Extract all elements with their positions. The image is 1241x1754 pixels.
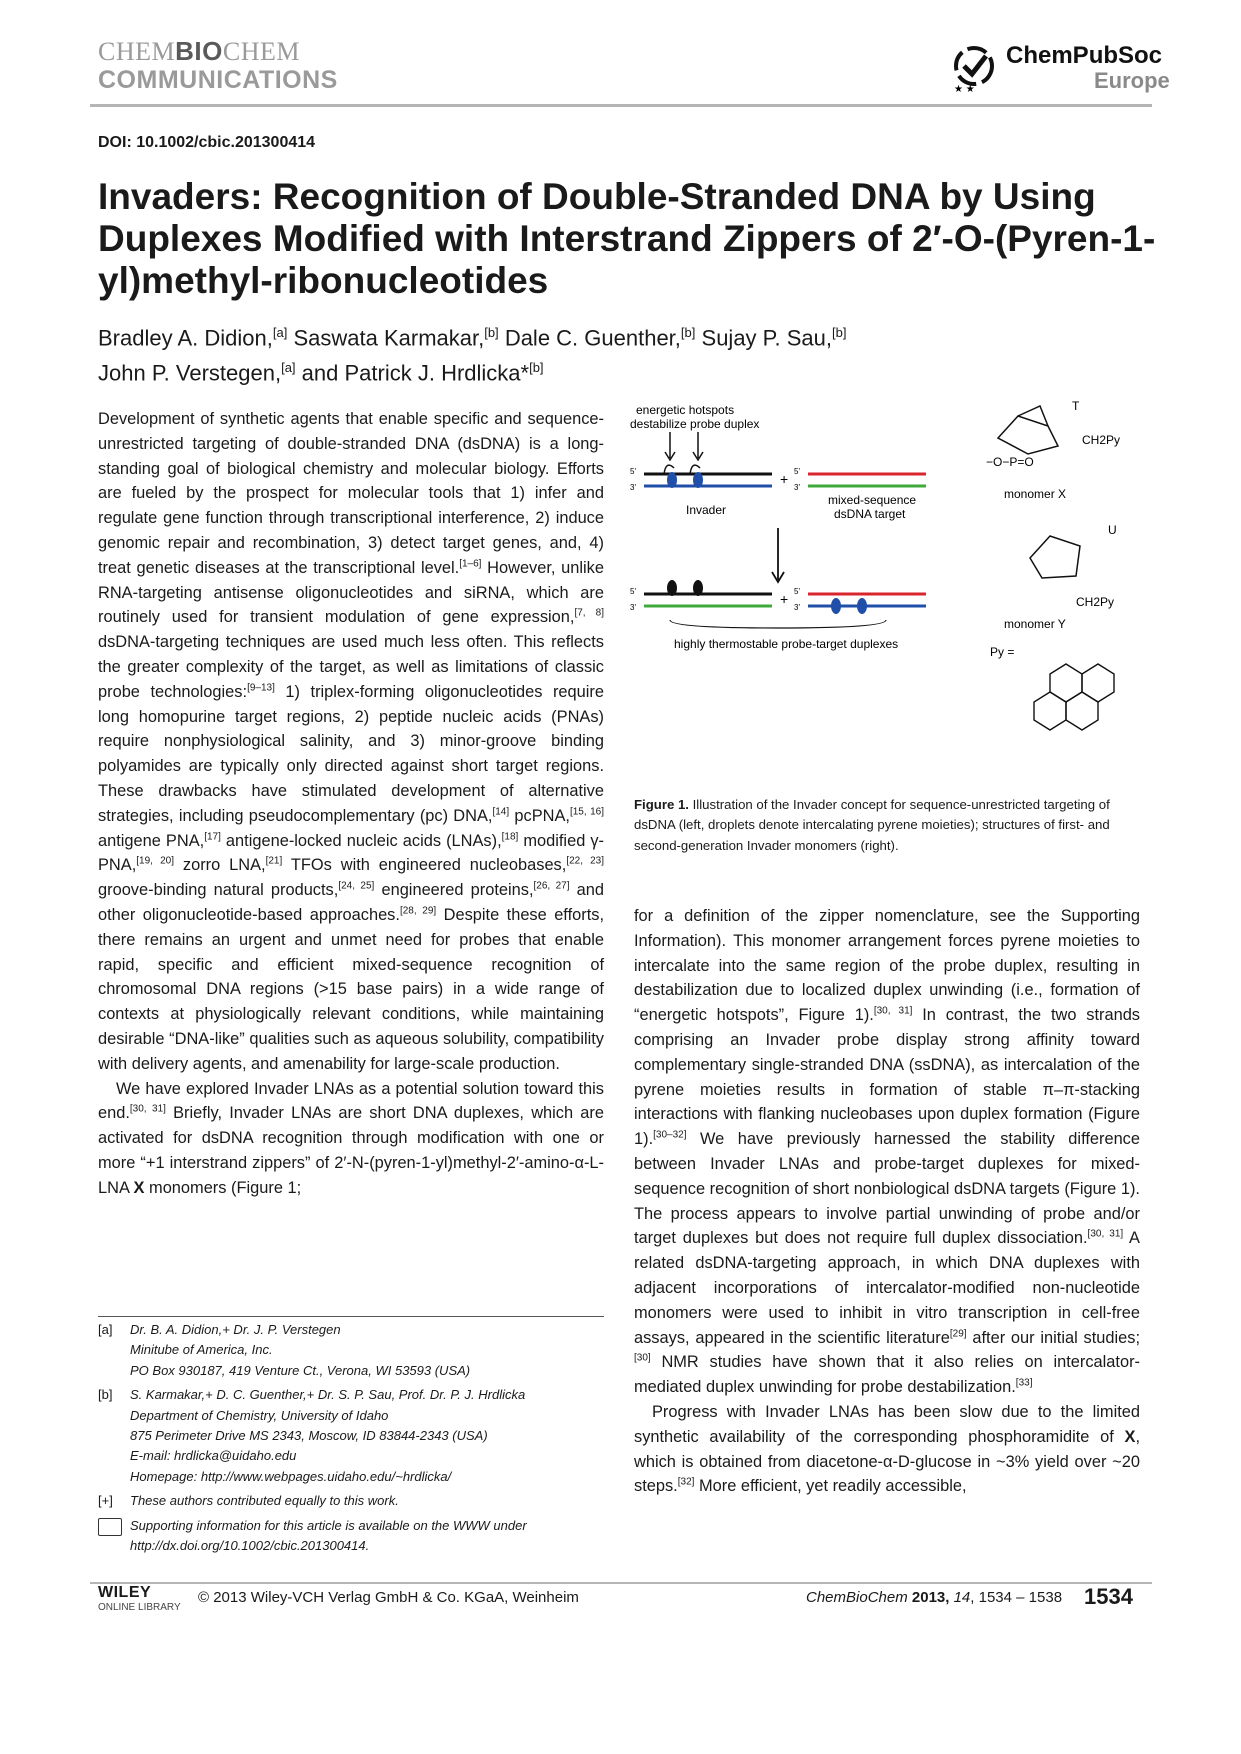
citation-ref[interactable]: [1–6] bbox=[459, 558, 482, 570]
footnote-rule bbox=[98, 1316, 604, 1317]
svg-text:monomer X: monomer X bbox=[1004, 487, 1067, 501]
article-title: Invaders: Recognition of Double-Stranded DNA by Using Duplexes Modified with Interstrand Zippers of 2′-O-(Pyren-1-yl)methyl-ribonucleotides bbox=[98, 176, 1156, 301]
svg-text:monomer Y: monomer Y bbox=[1004, 617, 1066, 631]
publisher-name: ChemPubSoc bbox=[1006, 42, 1163, 69]
svg-text:5': 5' bbox=[630, 587, 636, 596]
author: Saswata Karmakar, bbox=[293, 325, 485, 351]
svg-text:★ ★: ★ ★ bbox=[954, 84, 975, 95]
svg-text:+: + bbox=[780, 591, 789, 607]
svg-text:Invader: Invader bbox=[686, 503, 727, 517]
supporting-info-note: Supporting information for this article is available on the WWW under http://dx.doi.org/10.1002/cbic.201300414. bbox=[98, 1516, 604, 1557]
svg-text:highly thermostable probe-targ: highly thermostable probe-target duplexes bbox=[674, 637, 899, 651]
citation-ref[interactable]: [26, 27] bbox=[533, 880, 570, 892]
citation-ref[interactable]: [24, 25] bbox=[338, 880, 375, 892]
body-column-right bbox=[634, 904, 1140, 1499]
affiliations bbox=[98, 1320, 604, 1560]
svg-text:T: T bbox=[1072, 399, 1080, 413]
svg-text:5': 5' bbox=[794, 467, 800, 476]
citation-ref[interactable]: [15, 16] bbox=[569, 806, 605, 818]
paragraph: Progress with Invader LNAs has been slow due to the limited synthetic availability of the corresponding phosphoramidite of X, which is obtained from diacetone-α-D-glucose in ~3% yield over ~20 steps.[32] More efficient, yet readily accessible, bbox=[634, 1402, 1140, 1496]
svg-text:U: U bbox=[1108, 523, 1117, 537]
citation-ref[interactable]: [22, 23] bbox=[566, 855, 605, 867]
author: Sujay P. Sau, bbox=[701, 325, 832, 351]
equal-contribution-note: [+] These authors contributed equally to this work. bbox=[98, 1493, 399, 1509]
citation-ref[interactable]: [30–32] bbox=[653, 1129, 687, 1141]
citation-ref[interactable]: [32] bbox=[677, 1476, 695, 1488]
pyrene-structure-icon bbox=[1034, 664, 1114, 730]
doi[interactable]: DOI: 10.1002/cbic.201300414 bbox=[98, 134, 316, 151]
author-list: Bradley A. Didion,[a] Saswata Karmakar,[b] Dale C. Guenther,[b] Sujay P. Sau,[b] John P. Verstegen,[a] and Patrick J. Hrdlicka*[b] bbox=[98, 325, 847, 386]
svg-text:−O−P=O: −O−P=O bbox=[986, 455, 1034, 469]
svg-text:mixed-sequence: mixed-sequence bbox=[828, 493, 917, 507]
author: Dale C. Guenther, bbox=[504, 325, 681, 351]
wiley-online-library: ONLINE LIBRARY bbox=[98, 1602, 181, 1613]
paragraph: for a definition of the zipper nomenclature, see the Supporting Information). This monomer arrangement forces pyrene moieties to intercalate into the same region of the probe duplex, resulting in destabilization due to localized duplex unwinding (i.e., formation of “energetic hotspots”, Figure 1).[30, 31] In contrast, the two strands comprising an Invader probe display strong affinity toward complementary single-stranded DNA (ssDNA), as intercalation of the pyrene moieties results in formation of stable π–π-stacking interactions with flanking nucleobases upon duplex formation (Figure 1).[30–32] We have previously harnessed the stability difference between Invader LNAs and probe-target duplexes for mixed-sequence recognition of short nonbiological dsDNA targets (Figure 1). The process appears to involve partial unwinding of probe and/or target duplexes but does not require full duplex dissociation.[30, 31] A related dsDNA-targeting approach, in which DNA duplexes with adjacent incorporations of intercalator-modified non-nucleotide monomers were used to inhibit in vitro transcription in cell-free assays, appeared in the scientific literature[29] after our initial studies;[30] NMR studies have shown that it also relies on intercalator-mediated duplex unwinding for probe destabilization.[33] bbox=[634, 907, 1141, 1397]
citation-ref[interactable]: [30] bbox=[634, 1352, 651, 1364]
author: John P. Verstegen, bbox=[98, 360, 282, 386]
citation-ref[interactable]: [28, 29] bbox=[399, 905, 437, 917]
figure-caption: Figure 1. Illustration of the Invader concept for sequence-unrestricted targeting of dsDNA (left, droplets denote intercalating pyrene moieties); structures of first- and second-generation Invader monomers (right). bbox=[634, 797, 1110, 853]
body-column-left bbox=[98, 407, 604, 1201]
affiliation-b: [b] S. Karmakar,+ D. C. Guenther,+ Dr. S. P. Sau, Prof. Dr. P. J. Hrdlicka Department of Chemistry, University of Idaho 875 Perimeter Drive MS 2343, Moscow, ID 83844-2343 (USA) E-mail: hrdlicka@uidaho.edu Homepage: http://www.webpages.uidaho.edu/~hrdlicka/ bbox=[98, 1385, 604, 1487]
figure-label: energetic hotspots bbox=[636, 403, 735, 417]
homepage-link[interactable]: Homepage: http://www.webpages.uidaho.edu/~hrdlicka/ bbox=[130, 1468, 452, 1484]
svg-text:dsDNA target: dsDNA target bbox=[834, 507, 906, 521]
arrow-down-icon bbox=[665, 432, 675, 460]
wiley-logo[interactable]: WILEY bbox=[98, 1584, 152, 1601]
citation-ref[interactable]: [30, 31] bbox=[1087, 1228, 1124, 1240]
publisher-region: Europe bbox=[1094, 68, 1170, 93]
pyrene-droplet-icon bbox=[667, 472, 677, 488]
citation-ref[interactable]: [19, 20] bbox=[136, 855, 174, 867]
svg-text:3': 3' bbox=[630, 603, 636, 612]
citation-line: ChemBioChem 2013, 14, 1534 – 1538 bbox=[806, 1589, 1063, 1606]
citation-ref[interactable]: [17] bbox=[204, 831, 221, 843]
citation-ref[interactable]: [30, 31] bbox=[873, 1005, 913, 1017]
svg-text:CH2Py: CH2Py bbox=[1082, 433, 1121, 447]
section-name: COMMUNICATIONS bbox=[98, 66, 338, 94]
copyright: © 2013 Wiley-VCH Verlag GmbH & Co. KGaA, Weinheim bbox=[198, 1589, 579, 1606]
figure-label: destabilize probe duplex bbox=[630, 417, 760, 431]
author: and Patrick J. Hrdlicka* bbox=[301, 360, 530, 386]
header-rule bbox=[90, 104, 1152, 107]
svg-text:Py =: Py = bbox=[990, 645, 1015, 659]
citation-ref[interactable]: [33] bbox=[1015, 1377, 1033, 1389]
citation-ref[interactable]: [7, 8] bbox=[574, 607, 604, 619]
svg-text:5': 5' bbox=[630, 467, 636, 476]
email-link[interactable]: E-mail: hrdlicka@uidaho.edu bbox=[130, 1448, 297, 1464]
citation-ref[interactable]: [29] bbox=[949, 1328, 967, 1340]
svg-text:+: + bbox=[780, 471, 789, 487]
supporting-info-link[interactable]: http://dx.doi.org/10.1002/cbic.201300414. bbox=[130, 1538, 370, 1554]
svg-text:5': 5' bbox=[794, 587, 800, 596]
arrow-down-icon bbox=[772, 528, 784, 582]
svg-text:3': 3' bbox=[794, 603, 800, 612]
computer-icon bbox=[98, 1518, 122, 1536]
citation-ref[interactable]: [14] bbox=[492, 806, 510, 818]
svg-text:3': 3' bbox=[794, 483, 800, 492]
pyrene-droplet-icon bbox=[693, 472, 703, 488]
citation-ref[interactable]: [9–13] bbox=[247, 682, 275, 694]
svg-text:CH2Py: CH2Py bbox=[1076, 595, 1115, 609]
svg-text:3': 3' bbox=[630, 483, 636, 492]
paragraph: Development of synthetic agents that enable specific and sequence-unrestricted targeting of double-stranded DNA (dsDNA) is a long-standing goal of biological chemistry and molecular biology. Efforts are fueled by the prospect for molecular tools that 1) infer and regulate gene function through transcriptional interference, 2) induce genomic repair and recombination, 3) detect target genes, and, 4) treat genetic diseases at the transcriptional level.[1–6] However, unlike RNA-targeting antisense oligonucleotides and siRNA, which are routinely used for transient modulation of gene expression,[7, 8] dsDNA-targeting techniques are used much less often. This reflects the greater complexity of the target, as well as limitations of classic probe technologies:[9–13] 1) triplex-forming oligonucleotides require long homopurine target regions, 2) peptide nucleic acids (PNAs) require nonphysiological salinity, and 3) minor-groove binding polyamides are typically only directed against short target regions. These drawbacks have stimulated development of alternative strategies, including pseudocomplementary (pc) DNA,[14] pcPNA,[15, 16] antigene PNA,[17] antigene-locked nucleic acids (LNAs),[18] modified γ-PNA,[19, 20] zorro LNA,[21] TFOs with engineered nucleobases,[22, 23] groove-binding natural products,[24, 25] engineered proteins,[26, 27] and other oligonucleotide-based approaches.[28, 29] Despite these efforts, there remains an urgent and unmet need for probes that enable rapid, specific and efficient mixed-sequence recognition of chromosomal DNA regions (>15 base pairs) in a wide range of contexts at physiologically relevant conditions, while maintaining desirable “DNA-like” qualities such as aqueous solubility, compatibility with delivery agents, and amenability for large-scale production. bbox=[98, 410, 605, 1073]
author: Bradley A. Didion, bbox=[98, 325, 273, 351]
citation-ref[interactable]: [30, 31] bbox=[129, 1103, 166, 1115]
figure-1 bbox=[630, 398, 1150, 788]
footer-rule bbox=[90, 1582, 1152, 1584]
page-number: 1534 bbox=[1084, 1584, 1133, 1609]
paragraph: We have explored Invader LNAs as a potential solution toward this end.[30, 31] Briefly, Invader LNAs are short DNA duplexes, which are activated for dsDNA recognition through modification with one or more “+1 interstrand zippers” of 2′-N-(pyren-1-yl)methyl-2′-amino-α-L-LNA X monomers (Figure 1; bbox=[98, 1079, 604, 1197]
affiliation-a: [a] Dr. B. A. Didion,+ Dr. J. P. Verstegen Minitube of America, Inc. PO Box 930187, 419 Venture Ct., Verona, WI 53593 (USA) bbox=[98, 1322, 471, 1378]
arrow-down-icon bbox=[693, 432, 703, 460]
citation-ref[interactable]: [18] bbox=[501, 831, 519, 843]
citation-ref[interactable]: [21] bbox=[265, 855, 283, 867]
journal-name: CHEMBIOCHEM bbox=[98, 36, 300, 66]
